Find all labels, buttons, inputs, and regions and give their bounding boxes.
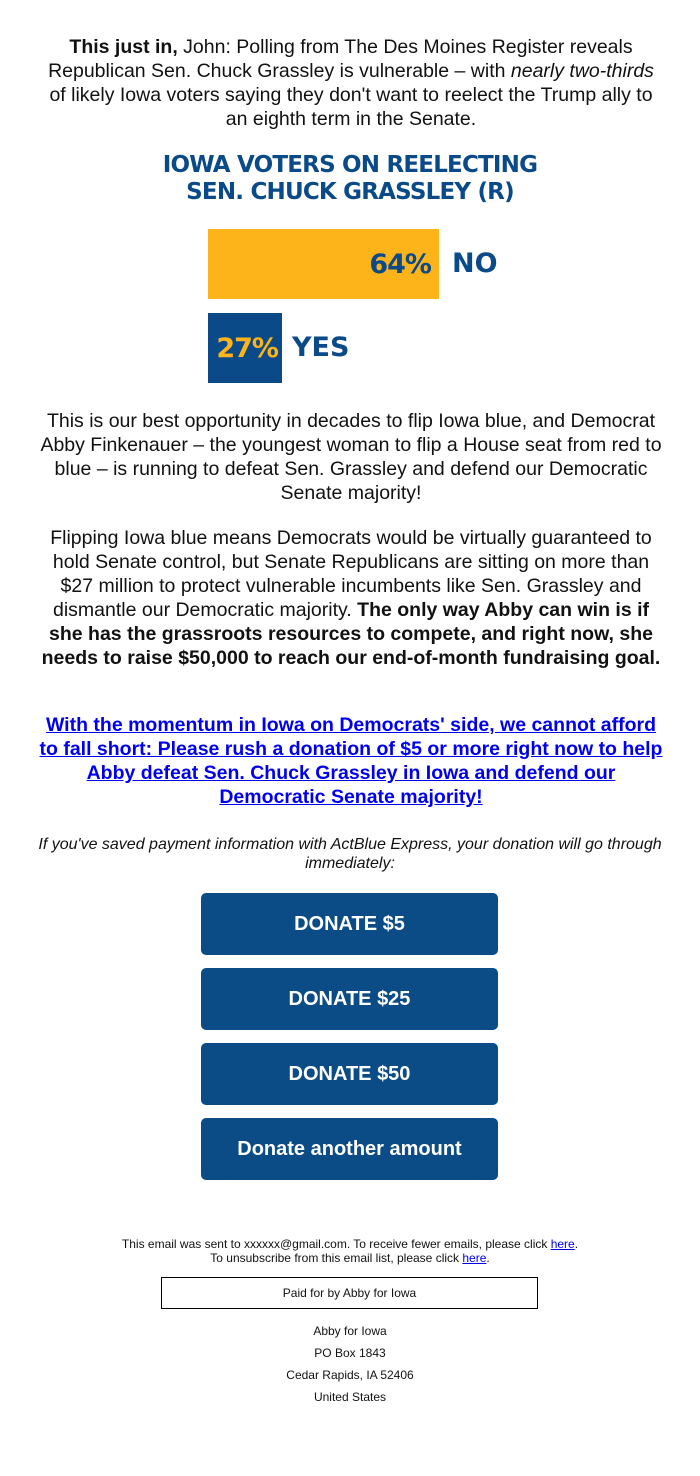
address-country: United States (313, 1390, 387, 1404)
chart-title (100, 152, 600, 206)
bar-yes-label: YES (292, 332, 350, 363)
bar-yes-value: 27% (216, 332, 278, 364)
opportunity-paragraph: This is our best opportunity in decades to flip Iowa blue, and Democrat Abby Finkenauer – the youngest woman to flip a House seat from red to blue – is running to defeat Sen. Grassley and defend our Democratic Senate majority! (40, 410, 662, 504)
paid-for-disclaimer: Paid for by Abby for Iowa (161, 1277, 538, 1309)
intro-text: John: Polling from The Des Moines Register reveals Republican Sen. Chuck Grassley is vulnerable – with (48, 36, 633, 82)
intro-paragraph (38, 35, 664, 131)
intro-lead: This just in, (69, 36, 178, 58)
unsubscribe-text: To unsubscribe from this email list, please click (210, 1251, 463, 1265)
bar-no-label: NO (452, 248, 498, 279)
fewer-emails-link[interactable]: here (550, 1237, 575, 1251)
address-city: Cedar Rapids, IA 52406 (286, 1368, 414, 1382)
sent-to-text: This email was sent to xxxxxx@gmail.com. To receive fewer emails, please click (121, 1237, 551, 1251)
address-org: Abby for Iowa (313, 1324, 387, 1338)
donate-other-button[interactable]: Donate another amount (201, 1118, 498, 1180)
bar-no-value: 64% (369, 248, 431, 280)
cta-paragraph (38, 713, 664, 809)
fundraising-goal: The only way Abby can win is if she has the grassroots resources to compete, and right now, she needs to raise $50,000 to reach our end-of-month fundraising goal. (41, 599, 661, 669)
period: . (574, 1237, 579, 1251)
donate-25-button[interactable]: DONATE $25 (201, 968, 498, 1030)
bar-yes (208, 313, 282, 383)
actblue-express-note: If you've saved payment information with ActBlue Express, your donation will go through immediately: (38, 836, 662, 872)
intro-text-end: of likely Iowa voters saying they don't want to reelect the Trump ally to an eighth term in the Senate. (49, 84, 653, 130)
donate-5-button[interactable]: DONATE $5 (201, 893, 498, 955)
chart-title-line2: SEN. CHUCK GRASSLEY (R) (186, 179, 514, 205)
intro-emphasis: nearly two-thirds (510, 60, 654, 82)
donate-50-button[interactable]: DONATE $50 (201, 1043, 498, 1105)
fundraising-text: Flipping Iowa blue means Democrats would be virtually guaranteed to hold Senate control, but Senate Republicans are sitting on more than $27 million to protect vulnerable incumbents like Sen. Grassley and dismantle our Democratic majority. (50, 527, 652, 621)
fundraising-paragraph (38, 526, 664, 670)
footer-notice (50, 1237, 650, 1265)
period: . (486, 1251, 490, 1265)
unsubscribe-link[interactable]: here (462, 1251, 487, 1265)
chart-title-line1: IOWA VOTERS ON REELECTING (162, 152, 538, 178)
bar-no (208, 229, 439, 299)
donate-cta-link[interactable]: With the momentum in Iowa on Democrats' side, we cannot afford to fall short: Please rush a donation of $5 or more right now to help Abby defeat Sen. Chuck Grassley in Iowa and defend our Democratic Senate majority! (39, 714, 663, 808)
address-po-box: PO Box 1843 (314, 1346, 386, 1360)
